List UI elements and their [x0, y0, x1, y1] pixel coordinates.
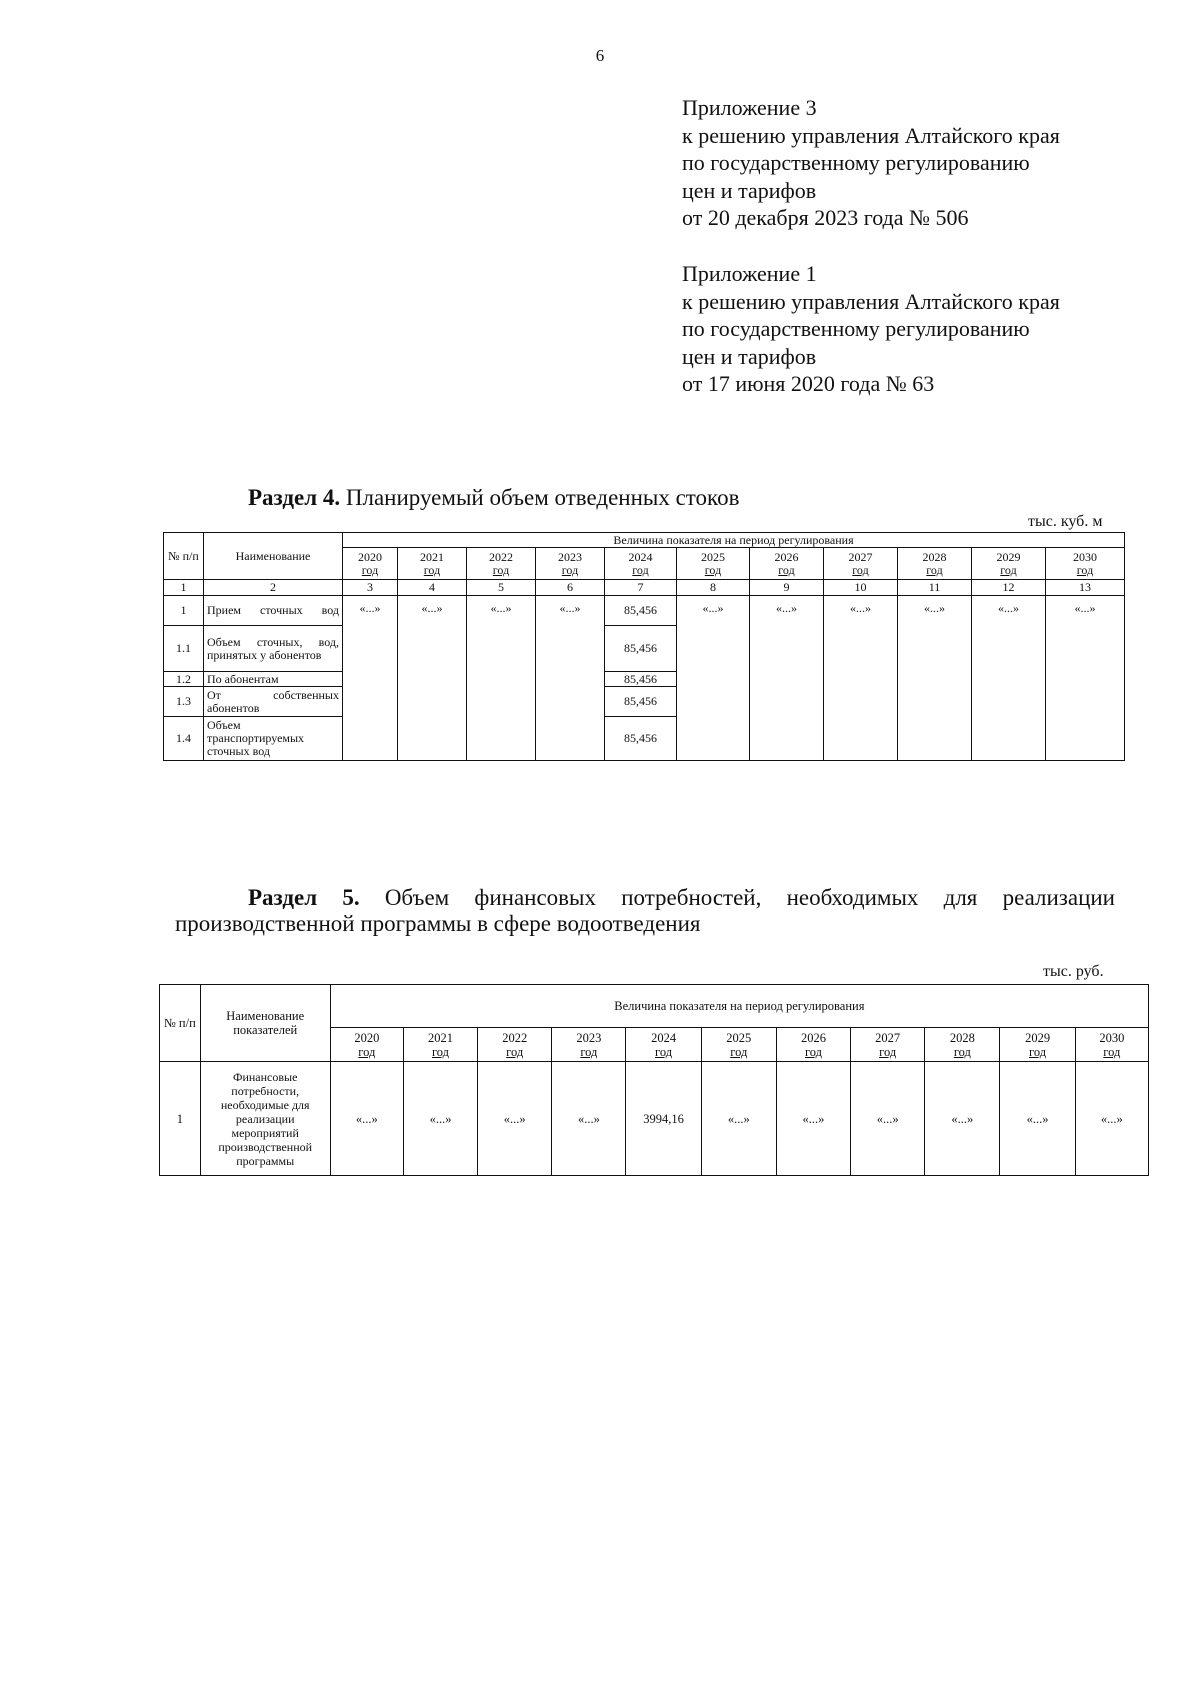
year-value: 2022 [502, 1030, 528, 1045]
year-value: 2027 [875, 1030, 901, 1045]
header-name: Наименование показателей [200, 985, 330, 1062]
year-value: 2023 [558, 549, 582, 564]
year-header-2020 [330, 1028, 403, 1062]
column-index: 1 [164, 580, 204, 596]
value-cell-2024: 85,456 [605, 672, 677, 687]
year-header-2023 [552, 1028, 626, 1062]
placeholder-cell-2020: «...» [343, 596, 398, 761]
year-value: 2022 [489, 549, 513, 564]
year-value: 2027 [848, 549, 873, 564]
year-word: год [561, 562, 579, 577]
year-word: год [492, 562, 510, 577]
column-index: 11 [898, 580, 972, 596]
year-word: год [804, 1044, 823, 1059]
year-header-2022 [467, 548, 536, 580]
year-word: год [580, 1044, 598, 1059]
year-header-2028 [925, 1028, 1000, 1062]
placeholder-cell-2023: «...» [552, 1062, 626, 1176]
placeholder-cell-2029: «...» [1000, 1062, 1075, 1176]
year-value: 2029 [1025, 1030, 1051, 1045]
column-index: 13 [1046, 580, 1125, 596]
placeholder-cell-2027: «...» [824, 596, 898, 761]
year-header-2028 [898, 548, 972, 580]
year-word: год [1076, 562, 1094, 577]
appendix-line: Приложение 3 [682, 95, 817, 120]
section4-unit: тыс. куб. м [1028, 513, 1103, 530]
year-word: год [730, 1044, 748, 1059]
header-num: № п/п [160, 985, 201, 1062]
column-index: 12 [972, 580, 1046, 596]
year-word: год [632, 562, 649, 577]
year-header-2023 [536, 548, 605, 580]
year-header-2025 [701, 1028, 776, 1062]
year-value: 2026 [774, 549, 799, 564]
row-name: По абонентам [204, 672, 343, 687]
year-word: год [778, 562, 795, 577]
year-word: год [423, 562, 441, 577]
column-index: 2 [204, 580, 343, 596]
column-index: 5 [467, 580, 536, 596]
column-index: 7 [605, 580, 677, 596]
section5-title: Объем финансовых потребностей, необходимых для реализации производственной программы в сфере водоотведения [175, 885, 1115, 936]
year-value: 2028 [922, 549, 947, 564]
row-number: 1.1 [164, 626, 204, 672]
year-header-2027 [824, 548, 898, 580]
header-name: Наименование [204, 533, 343, 580]
appendix-line: цен и тарифов [682, 177, 817, 203]
page-number: 6 [595, 46, 605, 65]
appendix-line: цен и тарифов [682, 343, 817, 369]
column-index: 9 [750, 580, 824, 596]
appendix-line: от 20 декабря 2023 года № 506 [682, 205, 969, 230]
year-word: год [704, 562, 722, 577]
year-value: 2025 [701, 549, 725, 564]
column-index: 8 [677, 580, 750, 596]
year-header-2022 [478, 1028, 552, 1062]
year-header-2029 [1000, 1028, 1075, 1062]
section5-table [159, 984, 1149, 1176]
year-word: год [506, 1044, 524, 1059]
row-name: Объем сточных, вод, принятых у абонентов [204, 626, 343, 672]
section5-heading [175, 885, 1115, 937]
year-value: 2021 [428, 1030, 454, 1045]
placeholder-cell-2026: «...» [750, 596, 824, 761]
year-value: 2020 [354, 1030, 380, 1045]
year-word: год [953, 1044, 971, 1059]
placeholder-cell-2025: «...» [701, 1062, 776, 1176]
year-header-2025 [677, 548, 750, 580]
year-value: 2026 [800, 1030, 826, 1045]
year-word: год [926, 562, 943, 577]
placeholder-cell-2028: «...» [925, 1062, 1000, 1176]
placeholder-cell-2023: «...» [536, 596, 605, 761]
column-index: 4 [398, 580, 467, 596]
placeholder-cell-2021: «...» [403, 1062, 477, 1176]
appendix-line: к решению управления Алтайского края [682, 122, 1060, 148]
appendix-line: по государственному регулированию [682, 316, 1030, 341]
section4-label: Раздел 4. [248, 485, 341, 510]
placeholder-cell-2021: «...» [398, 596, 467, 761]
year-word: год [655, 1044, 673, 1059]
placeholder-cell-2028: «...» [898, 596, 972, 761]
appendix-line: по государственному регулированию [682, 150, 1030, 175]
row-number: 1 [164, 596, 204, 626]
appendix-line: от 17 июня 2020 года № 63 [682, 371, 935, 396]
year-value: 2025 [726, 1030, 752, 1045]
year-header-2021 [398, 548, 467, 580]
row-name: Финансовые потребности, необходимые для реализации мероприятий производственной программы [200, 1062, 330, 1176]
year-word: год [361, 562, 379, 577]
year-value: 2021 [420, 549, 444, 564]
year-value: 2030 [1073, 549, 1097, 564]
appendix-reference-original [682, 260, 1060, 398]
year-value: 2020 [358, 549, 382, 564]
table-row [160, 1062, 1149, 1176]
year-header-2024 [626, 1028, 701, 1062]
year-header-2030 [1075, 1028, 1148, 1062]
placeholder-cell-2022: «...» [467, 596, 536, 761]
placeholder-cell-2022: «...» [478, 1062, 552, 1176]
placeholder-cell-2026: «...» [776, 1062, 850, 1176]
row-name: Прием сточных вод [204, 596, 343, 626]
row-number: 1.3 [164, 687, 204, 717]
year-value: 2030 [1099, 1030, 1125, 1045]
value-cell-2024: 3994,16 [626, 1062, 701, 1176]
row-number: 1.4 [164, 717, 204, 761]
year-word: год [1029, 1044, 1047, 1059]
year-header-2029 [972, 548, 1046, 580]
section5-unit: тыс. руб. [1043, 963, 1104, 980]
placeholder-cell-2029: «...» [972, 596, 1046, 761]
section4-title: Планируемый объем отведенных стоков [345, 485, 740, 510]
value-cell-2024: 85,456 [605, 717, 677, 761]
year-word: год [358, 1044, 376, 1059]
header-num: № п/п [164, 533, 204, 580]
section4-heading [248, 485, 739, 511]
placeholder-cell-2025: «...» [677, 596, 750, 761]
placeholder-cell-2030: «...» [1075, 1062, 1148, 1176]
placeholder-cell-2027: «...» [851, 1062, 925, 1176]
table-row [164, 596, 1125, 626]
value-cell-2024: 85,456 [605, 687, 677, 717]
year-value: 2029 [996, 549, 1021, 564]
appendix-reference-current [682, 94, 1060, 232]
year-value: 2024 [628, 549, 653, 564]
column-index: 10 [824, 580, 898, 596]
section4-table [163, 532, 1125, 761]
year-word: год [431, 1044, 450, 1059]
year-header-2021 [403, 1028, 477, 1062]
placeholder-cell-2030: «...» [1046, 596, 1125, 761]
year-word: год [879, 1044, 897, 1059]
year-header-2020 [343, 548, 398, 580]
year-word: год [1000, 562, 1017, 577]
row-number: 1 [160, 1062, 201, 1176]
year-header-2026 [750, 548, 824, 580]
year-word: год [1103, 1044, 1121, 1059]
year-header-2024 [605, 548, 677, 580]
year-header-2030 [1046, 548, 1125, 580]
column-index: 3 [343, 580, 398, 596]
year-value: 2028 [949, 1030, 975, 1045]
section5-label: Раздел 5. [248, 885, 360, 910]
year-value: 2023 [576, 1030, 602, 1045]
row-name: От собственных абонентов [204, 687, 343, 717]
column-index: 6 [536, 580, 605, 596]
row-name: Объем транспортируемых сточных вод [204, 717, 343, 761]
year-value: 2024 [651, 1030, 677, 1045]
header-group: Величина показателя на период регулирования [343, 533, 1125, 548]
appendix-line: к решению управления Алтайского края [682, 288, 1060, 314]
row-number: 1.2 [164, 672, 204, 687]
year-word: год [852, 562, 869, 577]
header-group: Величина показателя на период регулирования [330, 985, 1148, 1028]
value-cell-2024: 85,456 [605, 596, 677, 626]
placeholder-cell-2020: «...» [330, 1062, 403, 1176]
year-header-2027 [851, 1028, 925, 1062]
value-cell-2024: 85,456 [605, 626, 677, 672]
year-header-2026 [776, 1028, 850, 1062]
appendix-line: Приложение 1 [682, 261, 817, 286]
